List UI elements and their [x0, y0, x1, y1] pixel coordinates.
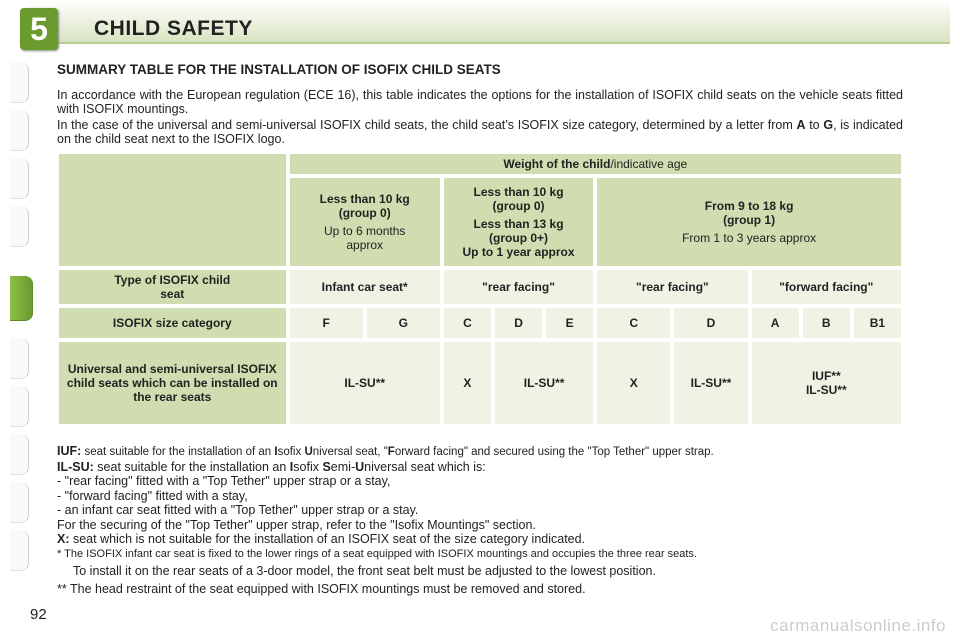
note-iuf: IUF: seat suitable for the installation of an Isofix Universal seat, "Forward facing" and secured using the "Top Tether" upper strap. [57, 444, 714, 458]
size-cell: D [495, 308, 542, 338]
note-securing: For the securing of the "Top Tether" upper strap, refer to the "Isofix Mountings" section. [57, 517, 536, 532]
size-cell: G [367, 308, 440, 338]
group-0-header: Less than 10 kg (group 0) Up to 6 months approx [290, 178, 440, 266]
note-bullet: - "forward facing" fitted with a stay, [57, 488, 248, 503]
seat-compat-cell: X [444, 342, 491, 424]
seat-compat-cell: IL-SU** [290, 342, 440, 424]
group-1-header: From 9 to 18 kg (group 1) From 1 to 3 years approx [597, 178, 901, 266]
type-infant: Infant car seat* [290, 270, 440, 304]
size-cell: B1 [854, 308, 901, 338]
intro-paragraph-2: In the case of the universal and semi-universal ISOFIX child seats, the child seat’s ISOFIX size category, determined by a letter from A to G, is indicated on the child seat next to the ISOFIX logo. [57, 118, 904, 146]
notes [57, 444, 917, 596]
type-label: Type of ISOFIX child seat [59, 270, 286, 304]
table-corner-cell [59, 154, 286, 266]
side-tab-active[interactable] [10, 276, 33, 321]
isofix-summary-table [55, 150, 905, 428]
size-cell: A [752, 308, 799, 338]
side-tab[interactable] [10, 110, 29, 151]
group-0plus-header: Less than 10 kg (group 0) Less than 13 kg (group 0+) Up to 1 year approx [444, 178, 593, 266]
size-cell: C [597, 308, 670, 338]
side-tab[interactable] [10, 206, 29, 247]
side-tab[interactable] [10, 386, 29, 427]
side-tab[interactable] [10, 62, 29, 103]
note-x: X: seat which is not suitable for the installation of an ISOFIX seat of the size category indicated. [57, 532, 586, 546]
intro-paragraph-1: In accordance with the European regulation (ECE 16), this table indicates the options for the installation of ISOFIX child seats on the vehicle seats fitted with ISOFIX mountings. [57, 88, 903, 116]
weight-header: Weight of the child/indicative age [290, 154, 901, 174]
type-forward-facing: "forward facing" [752, 270, 901, 304]
note-bullet: - "rear facing" fitted with a "Top Tether" upper strap or a stay, [57, 474, 391, 488]
size-cell: E [546, 308, 593, 338]
side-tab[interactable] [10, 338, 29, 379]
note-bullet: - an infant car seat fitted with a "Top Tether" upper strap or a stay. [57, 503, 419, 517]
size-cell: C [444, 308, 491, 338]
type-rear-facing: "rear facing" [597, 270, 747, 304]
side-tab[interactable] [10, 530, 29, 571]
section-title: SUMMARY TABLE FOR THE INSTALLATION OF ISOFIX CHILD SEATS [57, 62, 501, 77]
size-cell: B [803, 308, 850, 338]
seat-compat-cell: IL-SU** [495, 342, 593, 424]
chapter-number-badge: 5 [20, 8, 58, 50]
type-rear-facing: "rear facing" [444, 270, 593, 304]
seat-compat-cell: X [597, 342, 670, 424]
note-star-1b: To install it on the rear seats of a 3-door model, the front seat belt must be adjusted to the lowest position. [73, 564, 656, 578]
seat-compat-cell: IL-SU** [674, 342, 747, 424]
chapter-title: CHILD SAFETY [94, 17, 253, 40]
page-number: 92 [30, 606, 47, 623]
watermark: carmanualsonline.info [770, 616, 946, 635]
size-cell: D [674, 308, 747, 338]
side-tab[interactable] [10, 482, 29, 523]
seats-label: Universal and semi-universal ISOFIX child seats which can be installed on the rear seats [59, 342, 286, 424]
side-tab[interactable] [10, 434, 29, 475]
size-label: ISOFIX size category [59, 308, 286, 338]
note-ilsu: IL-SU: seat suitable for the installation an Isofix Semi-Universal seat which is: [57, 459, 486, 474]
size-cell: F [290, 308, 363, 338]
note-star-2: ** The head restraint of the seat equipped with ISOFIX mountings must be removed and stored. [57, 581, 586, 596]
side-tab[interactable] [10, 158, 29, 199]
note-star-1: * The ISOFIX infant car seat is fixed to the lower rings of a seat equipped with ISOFIX mountings and occupies the three rear seats. [57, 547, 697, 560]
seat-compat-cell: IUF** IL-SU** [752, 342, 901, 424]
